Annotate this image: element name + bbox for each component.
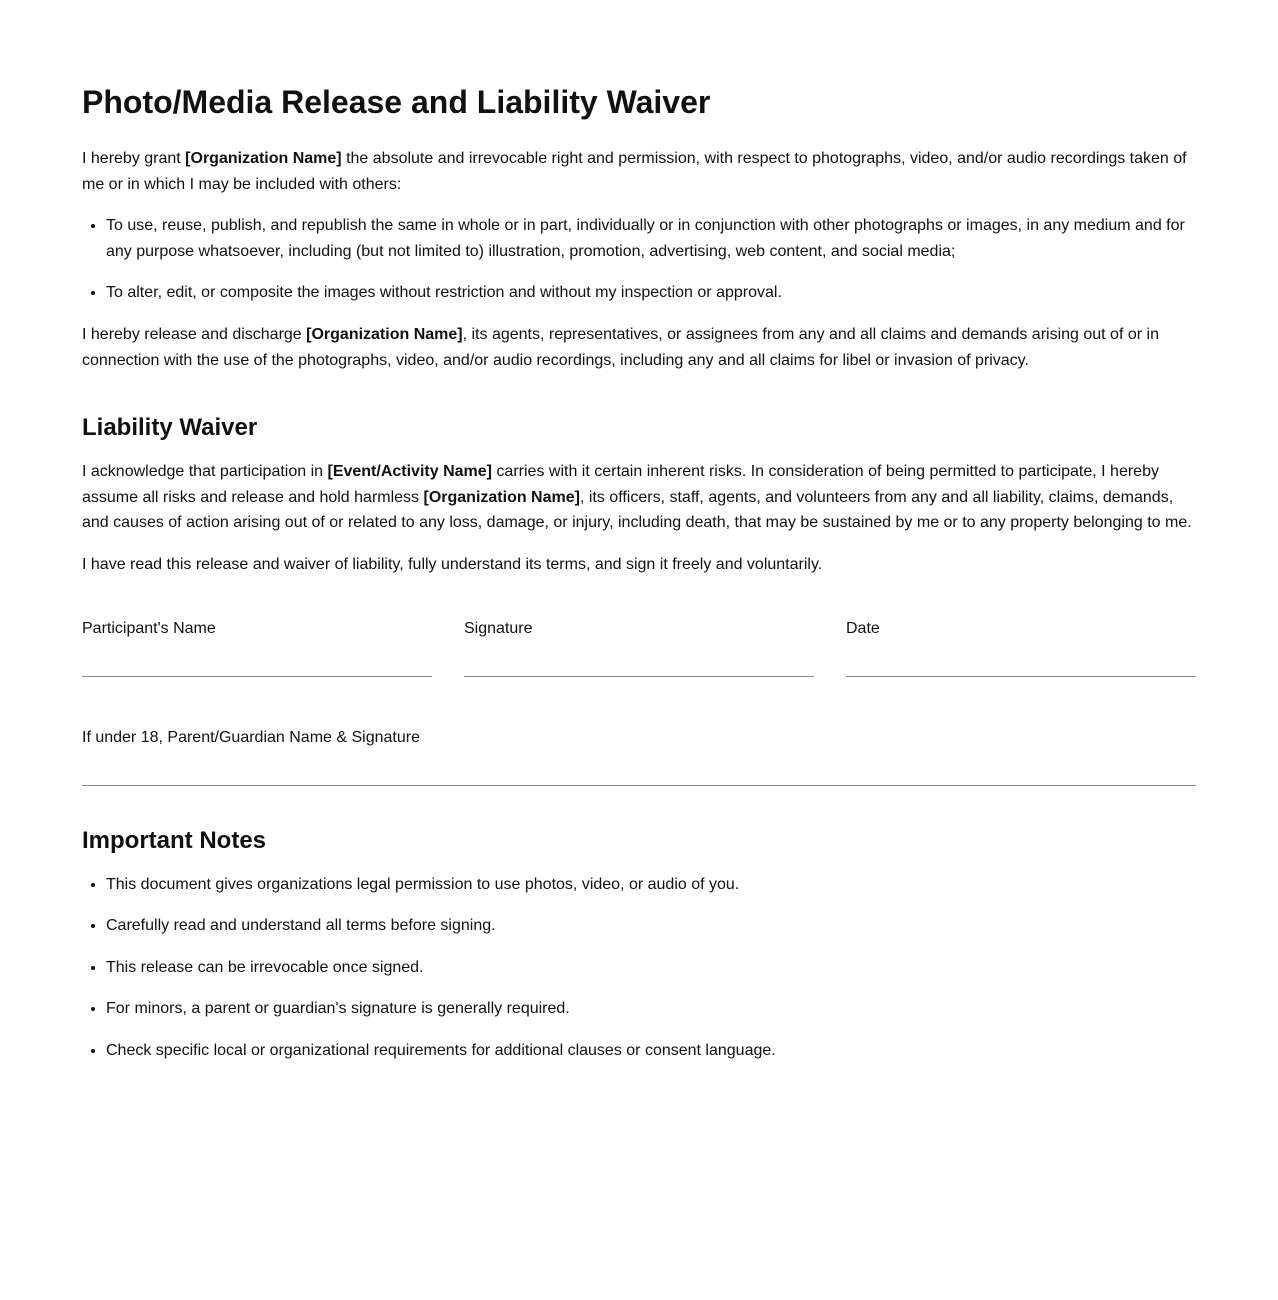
date-field xyxy=(846,618,1196,677)
list-item: • To alter, edit, or composite the images without restriction and without my inspection or approval. xyxy=(106,280,1196,306)
release-bullet-list xyxy=(82,213,1196,306)
important-notes-section xyxy=(82,826,1196,1064)
signature-row xyxy=(82,618,1196,677)
date-line[interactable] xyxy=(846,642,1196,677)
guardian-signature-line[interactable] xyxy=(82,751,1196,786)
list-item: • Carefully read and understand all terms before signing. xyxy=(106,913,1196,939)
document-title: Photo/Media Release and Liability Waiver xyxy=(82,84,711,120)
signature-line[interactable] xyxy=(464,642,814,677)
organization-placeholder: [Organization Name] xyxy=(306,325,463,343)
participant-name-line[interactable] xyxy=(82,642,432,677)
release-paragraph-1 xyxy=(82,146,1196,197)
release-paragraph-2 xyxy=(82,322,1196,373)
release-p1-before: I hereby grant xyxy=(82,150,186,167)
participant-name-label: Participant's Name xyxy=(82,619,216,637)
date-label: Date xyxy=(846,619,880,637)
notes-list xyxy=(82,872,1196,1064)
liability-waiver-section xyxy=(82,413,1196,577)
waiver-p1-a: I acknowledge that participation in xyxy=(82,463,328,481)
organization-placeholder: [Organization Name] xyxy=(185,150,342,167)
signature-label: Signature xyxy=(464,619,533,637)
guardian-signature-label: If under 18, Parent/Guardian Name & Signature xyxy=(82,728,420,746)
release-p2-before: I hereby release and discharge xyxy=(82,325,307,343)
waiver-paragraph-1 xyxy=(82,459,1196,536)
release-p2-after: , its agents, representatives, or assignees from any and all claims and demands arising out of or in connection with the use of the photographs, video, and/or audio recordings, including any and all claims for libel or invasion of privacy. xyxy=(82,325,1159,369)
list-item: • Check specific local or organizational requirements for additional clauses or consent language. xyxy=(106,1038,1196,1064)
signature-field xyxy=(464,618,814,677)
waiver-p1-c: , its officers, staff, agents, and volunteers from any and all liability, claims, demands, and causes of action arising out of or related to any loss, damage, or injury, including death, that may be sustained by me or to any property belonging to me. xyxy=(82,488,1192,532)
event-placeholder: [Event/Activity Name] xyxy=(327,463,492,481)
liability-waiver-heading: Liability Waiver xyxy=(82,414,258,442)
waiver-p1-b: carries with it certain inherent risks. In consideration of being permitted to participate, I hereby assume all risks and release and hold harmless xyxy=(82,463,1159,506)
waiver-paragraph-2: I have read this release and waiver of liability, fully understand its terms, and sign it freely and voluntarily. xyxy=(82,555,823,573)
list-item: • This release can be irrevocable once signed. xyxy=(106,955,1196,981)
participant-name-field xyxy=(82,618,432,677)
organization-placeholder: [Organization Name] xyxy=(423,488,580,506)
list-item: • This document gives organizations legal permission to use photos, video, or audio of you. xyxy=(106,872,1196,898)
list-item: • To use, reuse, publish, and republish the same in whole or in part, individually or in conjunction with other photographs or images, in any medium and for any purpose whatsoever, including (but not limited to) illustration, promotion, advertising, web content, and social media; xyxy=(106,213,1196,264)
release-p1-after: the absolute and irrevocable right and permission, with respect to photographs, video, and/or audio recordings taken of me or in which I may be included with others: xyxy=(82,150,1187,193)
guardian-signature-field xyxy=(82,727,1196,786)
list-item: • For minors, a parent or guardian's signature is generally required. xyxy=(106,996,1196,1022)
important-notes-heading: Important Notes xyxy=(82,826,267,854)
